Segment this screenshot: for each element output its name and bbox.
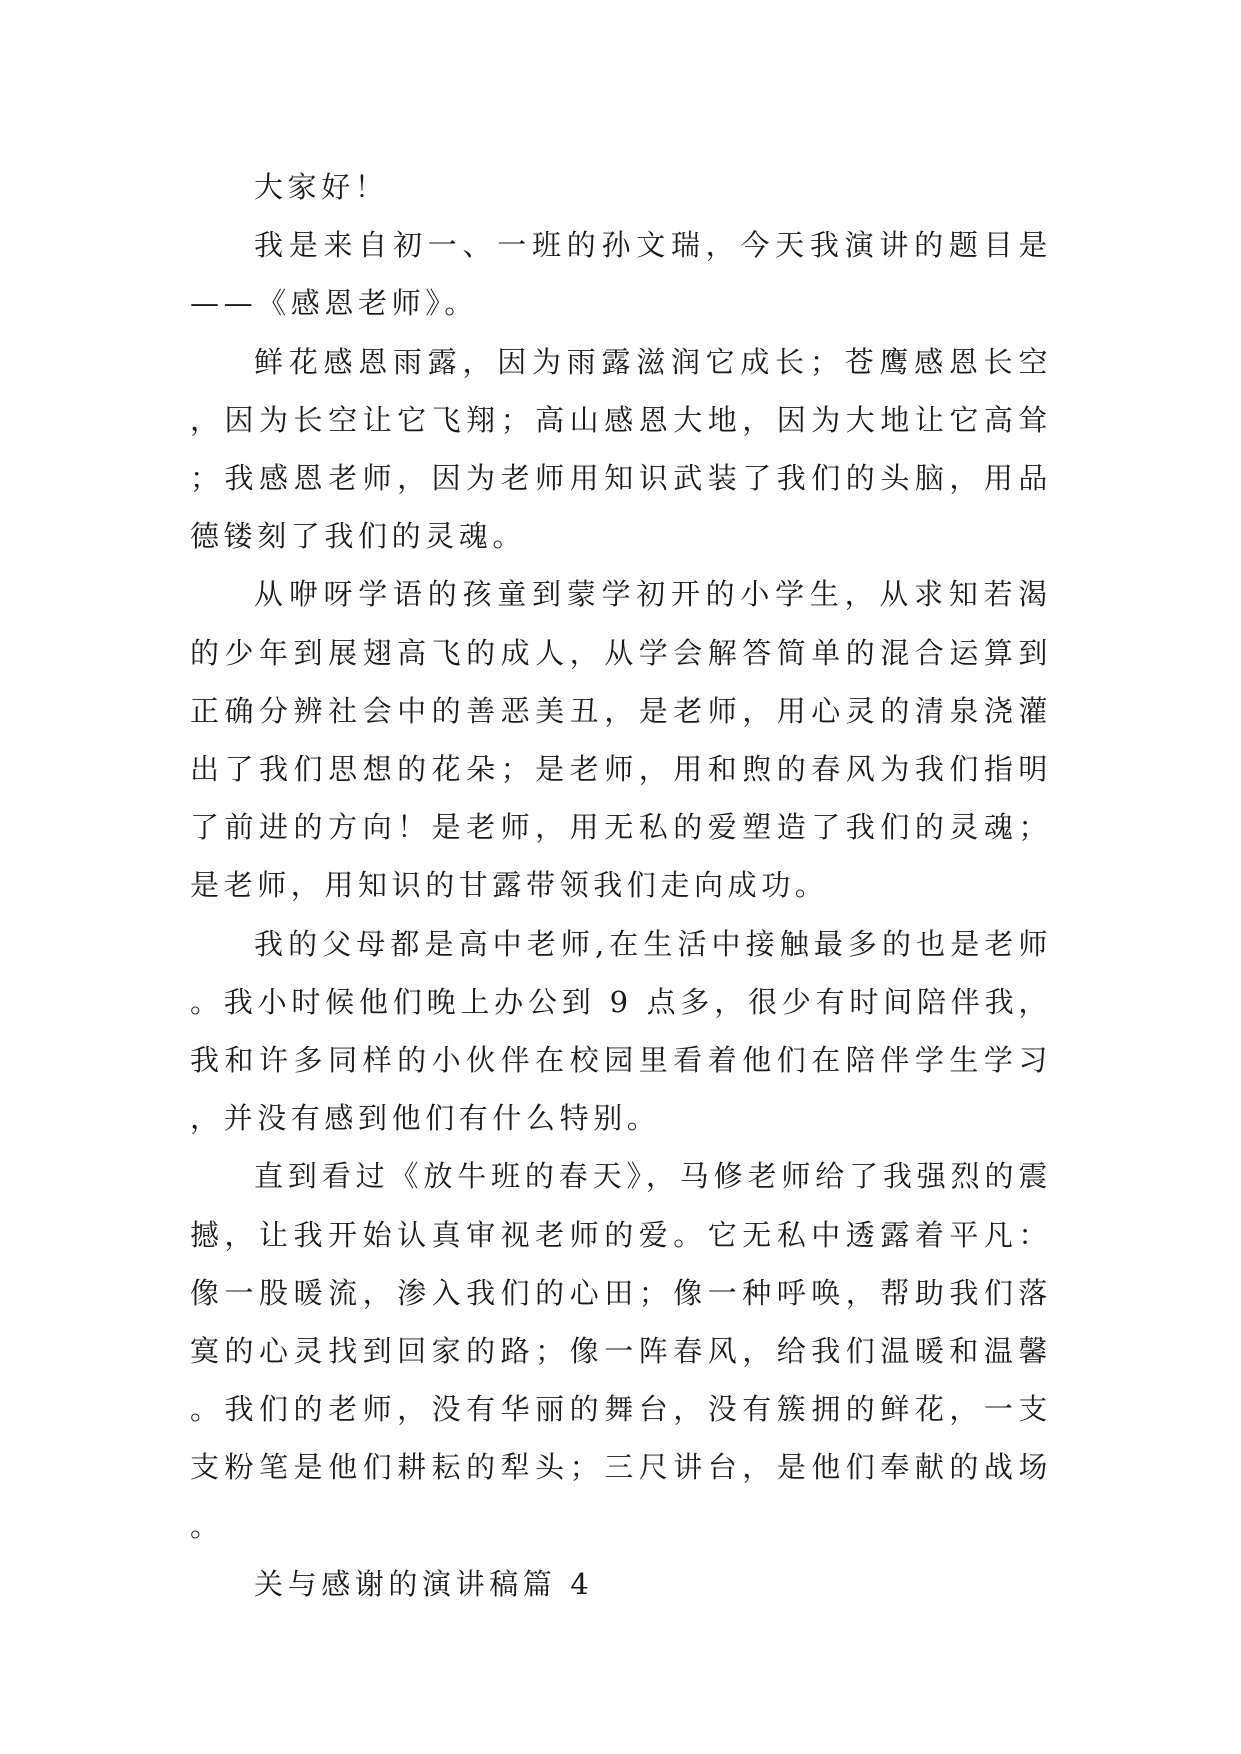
greeting-paragraph: 大家好！ [254, 170, 389, 204]
document-body [190, 158, 1052, 1613]
body-paragraph: 从咿呀学语的孩童到蒙学初开的小学生，从求知若渴的少年到展翅高飞的成人，从学会解答简单的混合运算到正确分辨社会中的善恶美丑，是老师，用心灵的清泉浇灌出了我们思想的花朵；是老师，用和煦的春风为我们指明了前进的方向！是老师，用无私的爱塑造了我们的灵魂；是老师，用知识的甘露带领我们走向成功。 [190, 577, 1052, 903]
body-paragraph: 我的父母都是高中老师,在生活中接触最多的也是老师。我小时候他们晚上办公到 9 点多，很少有时间陪伴我，我和许多同样的小伙伴在校园里看着他们在陪伴学生学习，并没有感到他们有什么特别。 [190, 926, 1052, 1136]
body-paragraph: 直到看过《放牛班的春天》，马修老师给了我强烈的震撼，让我开始认真审视老师的爱。它无私中透露着平凡：像一股暖流，渗入我们的心田；像一种呼唤，帮助我们落寞的心灵找到回家的路；像一阵春风，给我们温暖和温馨。我们的老师，没有华丽的舞台，没有簇拥的鲜花，一支支粉笔是他们耕耘的犁头；三尺讲台，是他们奉献的战场。 [190, 1159, 1052, 1543]
body-paragraph: 鲜花感恩雨露，因为雨露滋润它成长；苍鹰感恩长空，因为长空让它飞翔；高山感恩大地，因为大地让它高耸；我感恩老师，因为老师用知识武装了我们的头脑，用品德镂刻了我们的灵魂。 [190, 344, 1052, 554]
intro-paragraph: 我是来自初一、一班的孙文瑞，今天我演讲的题目是——《感恩老师》。 [190, 228, 1052, 321]
section-heading: 关与感谢的演讲稿篇 4 [254, 1566, 594, 1601]
